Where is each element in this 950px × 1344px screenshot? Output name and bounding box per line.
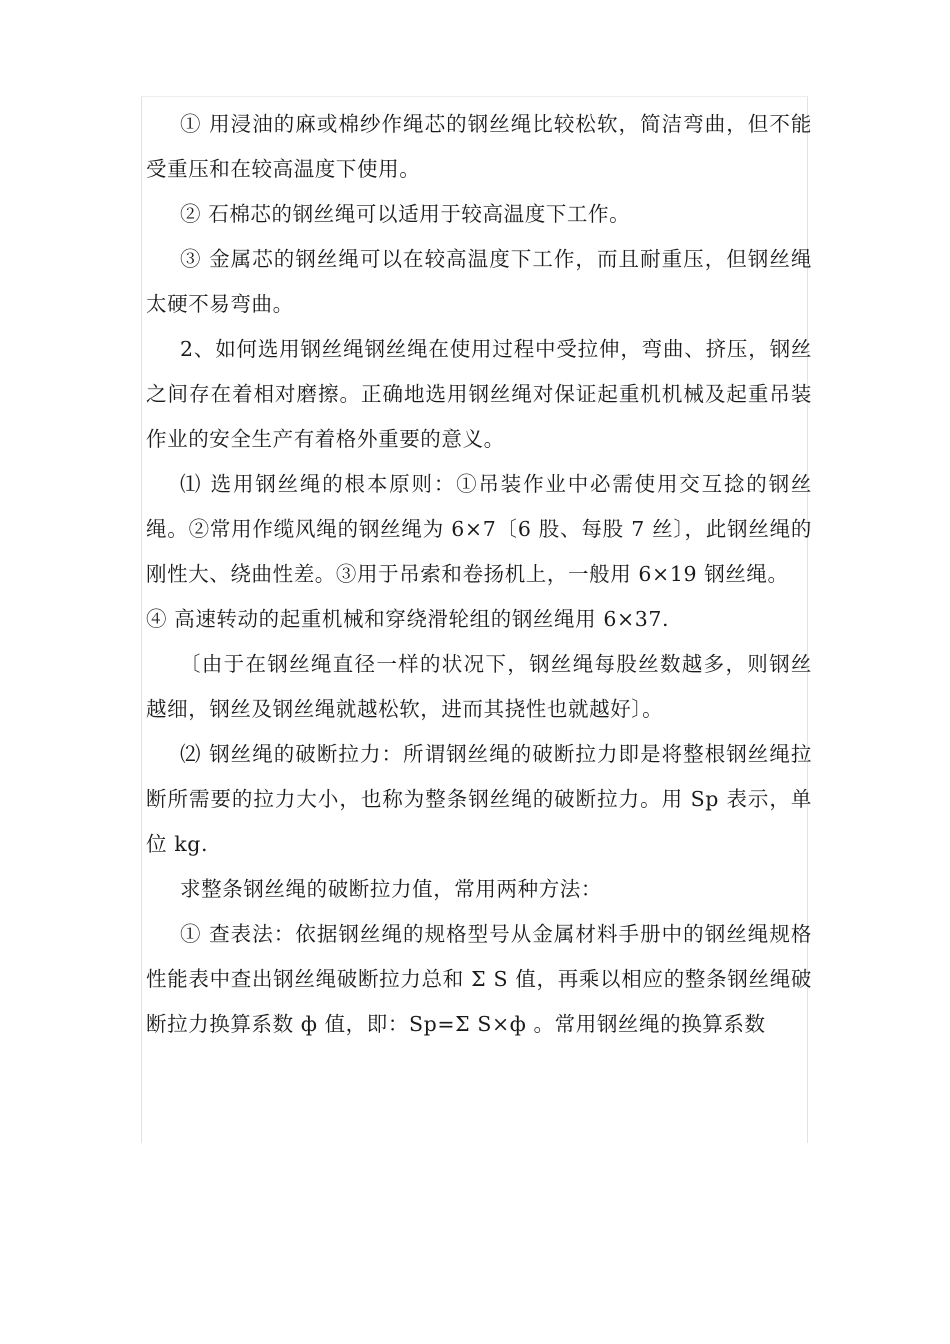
paragraph-fiber-core: ① 用浸油的麻或棉纱作绳芯的钢丝绳比较松软，简洁弯曲，但不能受重压和在较高温度下使用。 <box>146 112 812 181</box>
paragraph-breaking-force: ⑵ 钢丝绳的破断拉力：所谓钢丝绳的破断拉力即是将整根钢丝绳拉断所需要的拉力大小，也称为整条钢丝绳的破断拉力。用 Sp 表示，单位 kg. <box>146 742 812 856</box>
paragraph-how-to-select: 2、如何选用钢丝绳钢丝绳在使用过程中受拉伸，弯曲、挤压，钢丝之间存在着相对磨擦。正确地选用钢丝绳对保证起重机机械及起重吊装作业的安全生产有着格外重要的意义。 <box>146 337 812 451</box>
paragraph-explanation: 〔由于在钢丝绳直径一样的状况下，钢丝绳每股丝数越多，则钢丝越细，钢丝及钢丝绳就越松软，进而其挠性也就越好〕。 <box>146 652 812 721</box>
paragraph-table-method: ① 查表法：依据钢丝绳的规格型号从金属材料手册中的钢丝绳规格性能表中查出钢丝绳破断拉力总和 Σ S 值，再乘以相应的整条钢丝绳破断拉力换算系数 ф 值，即：Sp=Σ S×ф 。常用钢丝绳的换算系数 <box>146 922 812 1036</box>
paragraph-two-methods: 求整条钢丝绳的破断拉力值，常用两种方法： <box>180 877 602 901</box>
document-body <box>146 102 812 1047</box>
paragraph-asbestos-core: ② 石棉芯的钢丝绳可以适用于较高温度下工作。 <box>180 202 631 226</box>
paragraph-selection-principles: ⑴ 选用钢丝绳的根本原则：①吊装作业中必需使用交互捻的钢丝绳。②常用作缆风绳的钢丝绳为 6×7〔6 股、每股 7 丝〕，此钢丝绳的刚性大、绕曲性差。③用于吊索和卷扬机上，一般用 6×19 钢丝绳。 <box>146 472 812 586</box>
paragraph-high-speed: ④ 高速转动的起重机械和穿绕滑轮组的钢丝绳用 6×37. <box>146 607 670 631</box>
paragraph-metal-core: ③ 金属芯的钢丝绳可以在较高温度下工作，而且耐重压，但钢丝绳太硬不易弯曲。 <box>146 247 812 316</box>
